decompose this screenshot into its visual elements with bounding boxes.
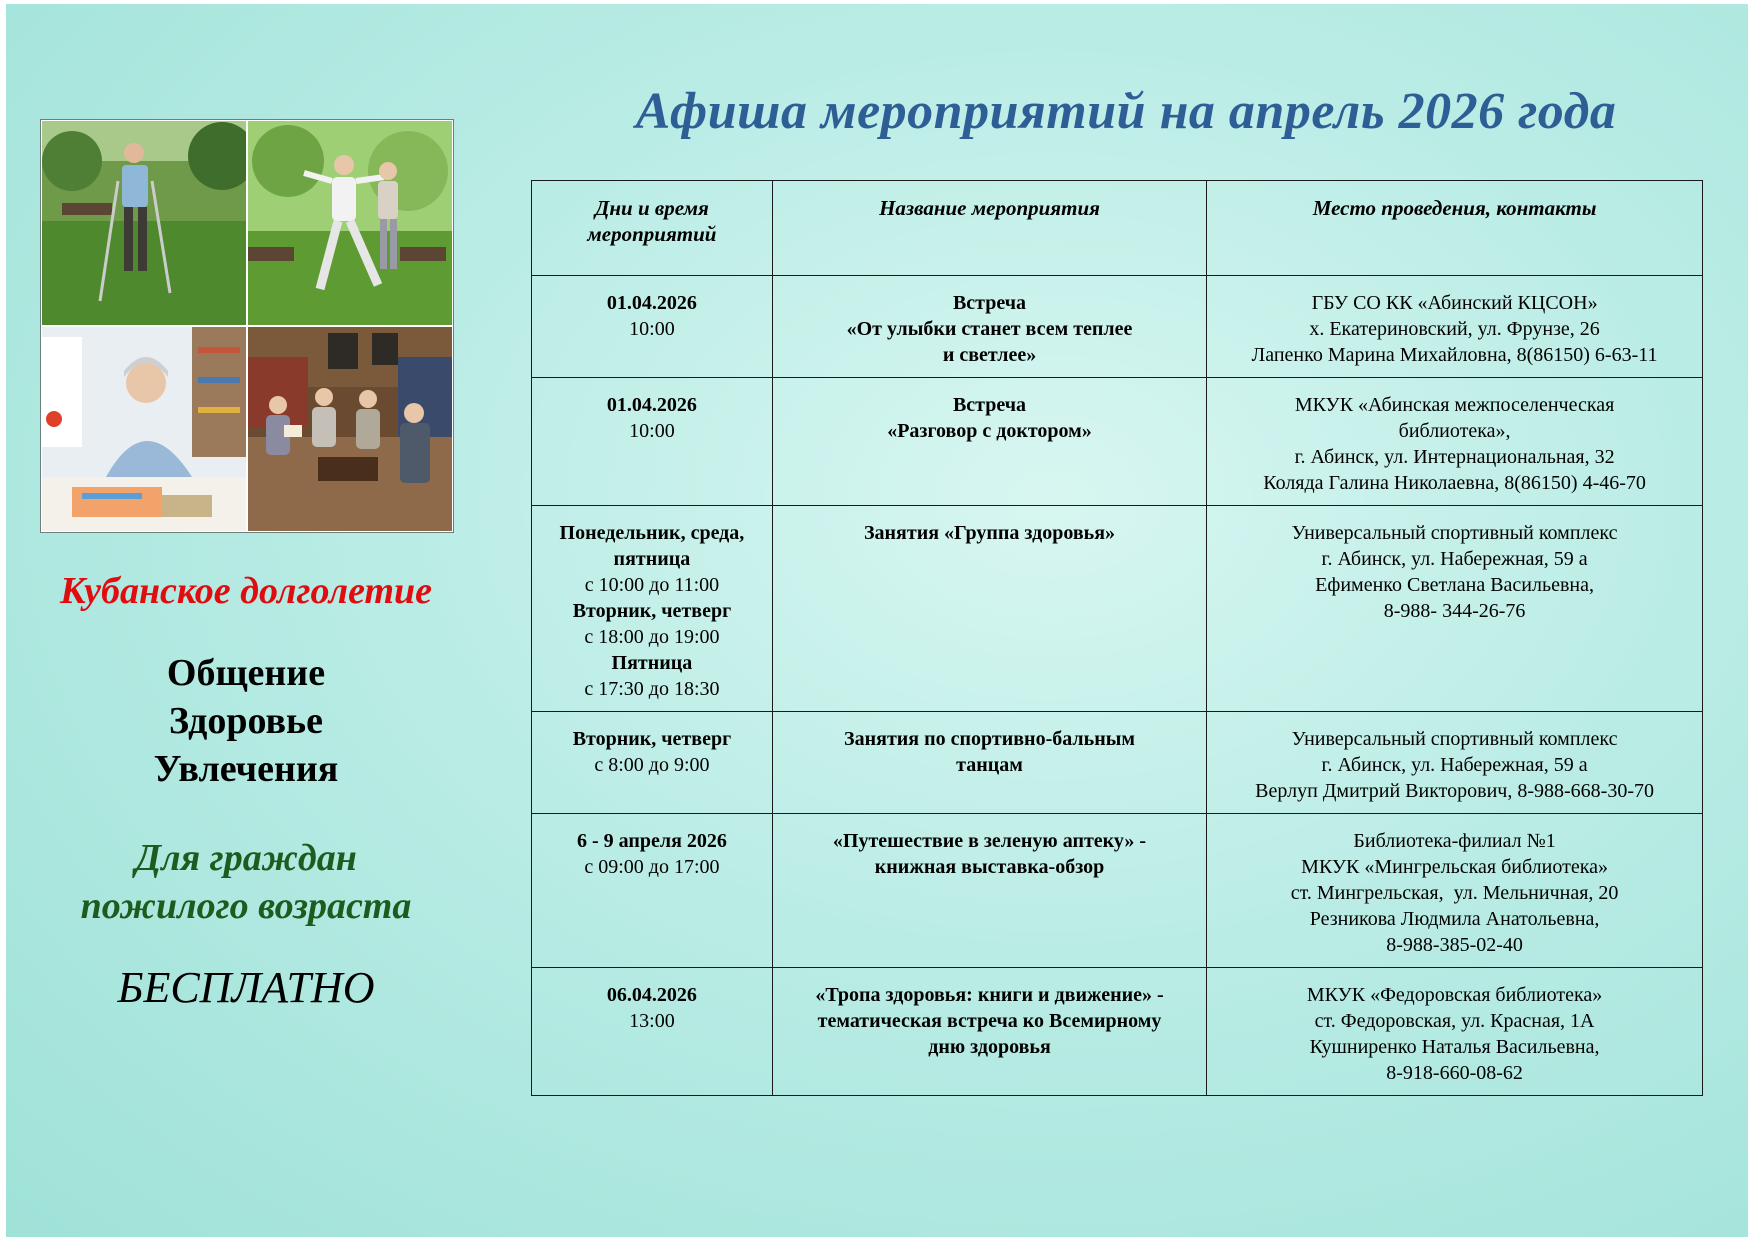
event-name-line: «Тропа здоровья: книги и движение» -	[815, 984, 1164, 1006]
place-line: Верлуп Дмитрий Викторович, 8-988-668-30-70	[1255, 780, 1655, 802]
place-line: МКУК «Мингрельская библиотека»	[1301, 856, 1609, 878]
cell-place-contacts	[1207, 712, 1703, 814]
event-name-line: Занятия по спортивно-бальным	[844, 728, 1135, 750]
value-communication: Общение	[166, 652, 326, 694]
event-name-line: «Путешествие в зеленую аптеку» -	[832, 830, 1147, 852]
event-name-line: «От улыбки станет всем теплее	[846, 318, 1133, 340]
place-line: Резникова Людмила Анатольевна,	[1309, 908, 1600, 930]
cell-place-contacts	[1207, 968, 1703, 1096]
table-row	[532, 712, 1703, 814]
place-line: 8-918-660-08-62	[1386, 1062, 1523, 1084]
place-line: Коляда Галина Николаевна, 8(86150) 4-46-70	[1263, 472, 1646, 494]
photo-painting	[42, 327, 246, 531]
table-row	[532, 968, 1703, 1096]
cell-event-name	[772, 814, 1206, 968]
when-day: 06.04.2026	[606, 984, 697, 1006]
place-line: 8-988- 344-26-76	[1383, 600, 1526, 622]
target-audience	[40, 834, 452, 930]
header-when: Дни и время мероприятий	[532, 181, 773, 276]
when-time: 13:00	[629, 1010, 675, 1032]
when-time: 10:00	[629, 420, 675, 442]
audience-line-2: пожилого возраста	[80, 885, 412, 927]
cell-when	[532, 814, 773, 968]
when-time: с 8:00 до 9:00	[594, 754, 710, 776]
cell-event-name	[772, 968, 1206, 1096]
when-day: 6 - 9 апреля 2026	[576, 830, 727, 852]
cell-event-name	[772, 506, 1206, 712]
cell-place-contacts	[1207, 506, 1703, 712]
when-day: Вторник, четверг	[572, 600, 732, 622]
table-header-row	[532, 181, 1703, 276]
cell-place-contacts	[1207, 276, 1703, 378]
header-place: Место проведения, контакты	[1207, 181, 1703, 276]
when-time: с 10:00 до 11:00	[584, 574, 720, 596]
place-line: ГБУ СО КК «Абинский КЦСОН»	[1311, 292, 1598, 314]
place-line: Библиотека-филиал №1	[1353, 830, 1556, 852]
when-time: с 09:00 до 17:00	[584, 856, 720, 878]
event-name-line: книжная выставка-обзор	[874, 856, 1105, 878]
place-line: библиотека»,	[1398, 420, 1511, 442]
when-time: 10:00	[629, 318, 675, 340]
place-line: Кушниренко Наталья Васильевна,	[1309, 1036, 1600, 1058]
price-label: БЕСПЛАТНО	[117, 963, 375, 1012]
event-name-line: танцам	[956, 754, 1023, 776]
table-row	[532, 506, 1703, 712]
place-line: Универсальный спортивный комплекс	[1291, 728, 1618, 750]
cell-when	[532, 276, 773, 378]
cell-when	[532, 506, 773, 712]
cell-when	[532, 378, 773, 506]
when-day: пятница	[613, 548, 691, 570]
table-row	[532, 814, 1703, 968]
when-time: с 17:30 до 18:30	[584, 678, 720, 700]
table-row	[532, 378, 1703, 506]
cell-when	[532, 712, 773, 814]
place-line: МКУК «Абинская межпоселенческая	[1294, 394, 1615, 416]
event-name-line: дню здоровья	[928, 1036, 1051, 1058]
place-line: Универсальный спортивный комплекс	[1291, 522, 1618, 544]
program-values	[40, 649, 452, 793]
cell-when	[532, 968, 773, 1096]
cell-event-name	[772, 378, 1206, 506]
cell-event-name	[772, 712, 1206, 814]
when-day: 01.04.2026	[606, 394, 697, 416]
event-name-line: «Разговор с доктором»	[887, 420, 1092, 442]
header-name: Название мероприятия	[772, 181, 1206, 276]
when-day: 01.04.2026	[606, 292, 697, 314]
event-name-line: тематическая встреча ко Всемирному	[817, 1010, 1162, 1032]
place-line: ст. Федоровская, ул. Красная, 1А	[1314, 1010, 1595, 1032]
place-line: Лапенко Марина Михайловна, 8(86150) 6-63-11	[1251, 344, 1658, 366]
when-day: Пятница	[611, 652, 693, 674]
cell-place-contacts	[1207, 814, 1703, 968]
place-line: г. Абинск, ул. Набережная, 59 а	[1321, 548, 1588, 570]
place-line: Ефименко Светлана Васильевна,	[1315, 574, 1594, 596]
event-name-line: Занятия «Группа здоровья»	[863, 522, 1116, 544]
event-name-line: Встреча	[952, 394, 1027, 416]
cell-place-contacts	[1207, 378, 1703, 506]
program-name: Кубанское долголетие	[59, 570, 433, 612]
photo-collage	[40, 119, 454, 533]
audience-line-1: Для граждан	[135, 837, 357, 879]
place-line: х. Екатериновский, ул. Фрунзе, 26	[1309, 318, 1600, 340]
table-row	[532, 276, 1703, 378]
cell-event-name	[772, 276, 1206, 378]
photo-reading-club	[248, 327, 452, 531]
place-line: ст. Мингрельская, ул. Мельничная, 20	[1290, 882, 1619, 904]
photo-nordic-walking	[42, 121, 246, 325]
when-time: с 18:00 до 19:00	[584, 626, 720, 648]
value-hobbies: Увлечения	[153, 748, 339, 790]
events-table-body	[532, 276, 1703, 1096]
photo-outdoor-exercise	[248, 121, 452, 325]
events-table	[531, 180, 1703, 1096]
event-name-line: и светлее»	[942, 344, 1037, 366]
place-line: г. Абинск, ул. Интернациональная, 32	[1294, 446, 1615, 468]
value-health: Здоровье	[168, 700, 323, 742]
when-day: Вторник, четверг	[572, 728, 732, 750]
place-line: 8-988-385-02-40	[1386, 934, 1523, 956]
poster-title: Афиша мероприятий на апрель 2026 года	[635, 83, 1617, 140]
place-line: г. Абинск, ул. Набережная, 59 а	[1321, 754, 1588, 776]
when-day: Понедельник, среда,	[559, 522, 745, 544]
place-line: МКУК «Федоровская библиотека»	[1306, 984, 1603, 1006]
poster-page	[6, 4, 1748, 1237]
event-name-line: Встреча	[952, 292, 1027, 314]
